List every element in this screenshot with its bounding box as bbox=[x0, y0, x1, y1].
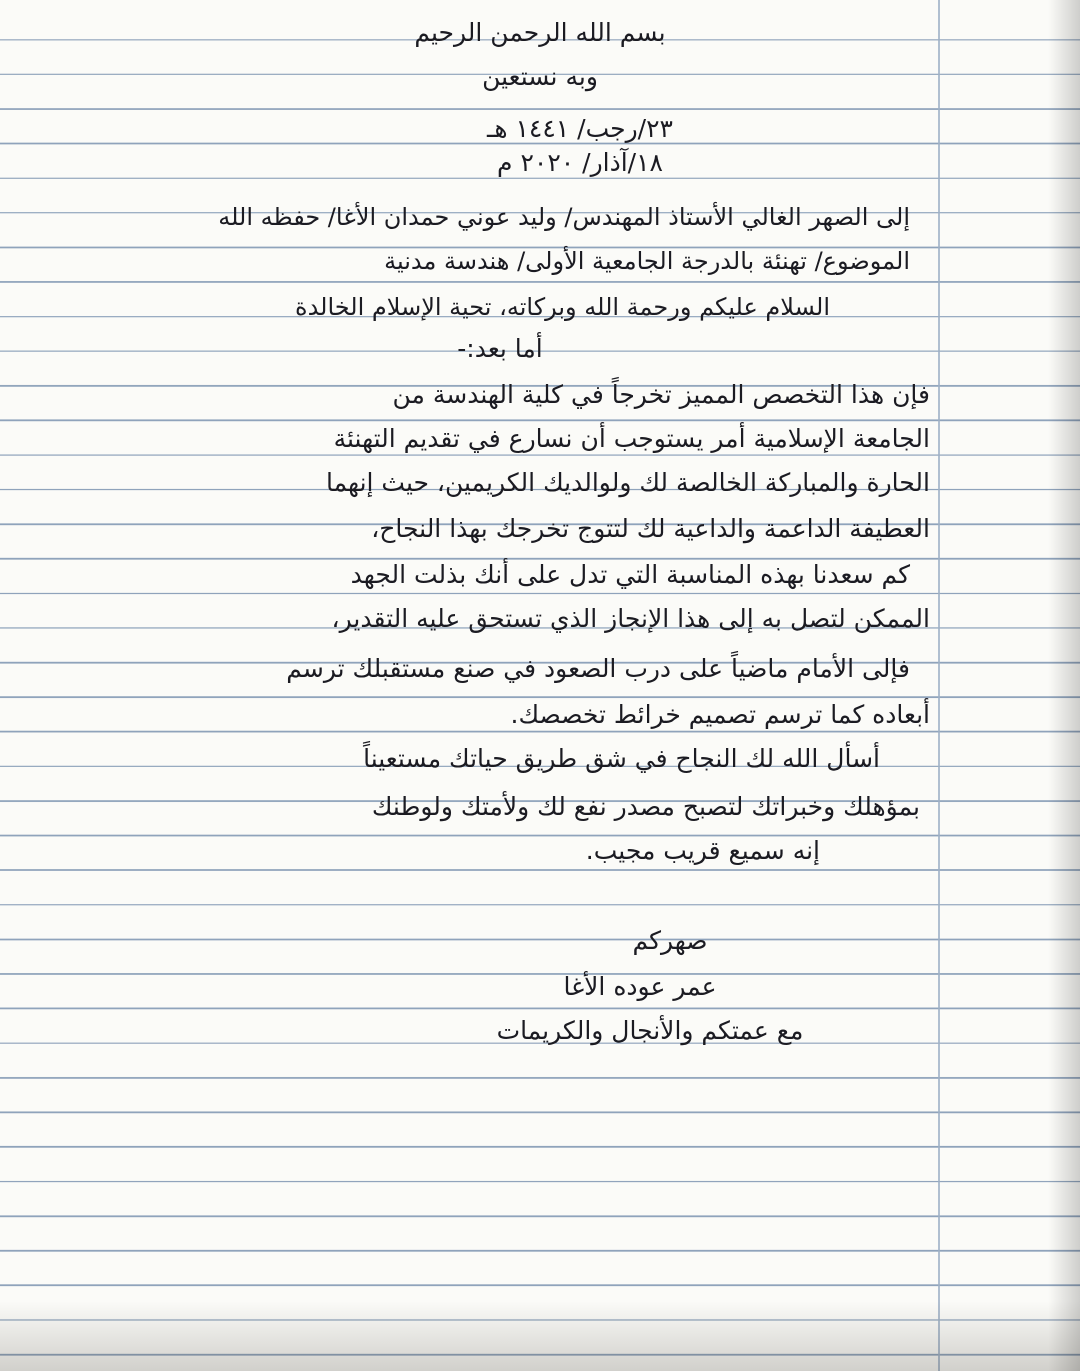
istiana-line: وبه نستعين bbox=[482, 62, 598, 91]
signer-name: عمر عوده الأغا bbox=[563, 972, 717, 1001]
body-line: فإلى الأمام ماضياً على درب الصعود في صنع مستقبلك ترسم bbox=[286, 654, 910, 683]
basmala: بسم الله الرحمن الرحيم bbox=[414, 18, 666, 47]
body-line: الممكن لتصل به إلى هذا الإنجاز الذي تستحق عليه التقدير، bbox=[331, 604, 930, 633]
margin-line bbox=[938, 0, 940, 1371]
gregorian-date: ١٨/آذار/ ٢٠٢٠ م bbox=[497, 148, 663, 177]
page-shadow-right bbox=[1048, 0, 1080, 1371]
body-line: فإن هذا التخصص المميز تخرجاً في كلية الهندسة من bbox=[392, 380, 930, 409]
body-line: أبعاده كما ترسم تصميم خرائط تخصصك. bbox=[510, 700, 930, 729]
body-line: بمؤهلك وخبراتك لتصبح مصدر نفع لك ولأمتك ولوطنك bbox=[371, 792, 920, 821]
addressee-line: إلى الصهر الغالي الأستاذ المهندس/ وليد عوني حمدان الأغا/ حفظه الله bbox=[218, 203, 910, 231]
page-shadow-bottom bbox=[0, 1301, 1080, 1371]
subject-line: الموضوع/ تهنئة بالدرجة الجامعية الأولى/ هندسة مدنية bbox=[384, 247, 910, 275]
body-line: الحارة والمباركة الخالصة لك ولوالديك الكريمين، حيث إنهما bbox=[325, 468, 930, 497]
body-line: العطيفة الداعمة والداعية لك لتتوج تخرجك بهذا النجاح، bbox=[371, 514, 930, 543]
signer-family: مع عمتكم والأنجال والكريمات bbox=[496, 1016, 804, 1045]
greeting-line: السلام عليكم ورحمة الله وبركاته، تحية الإسلام الخالدة bbox=[295, 293, 830, 321]
body-line: إنه سميع قريب مجيب. bbox=[585, 836, 820, 865]
body-line: الجامعة الإسلامية أمر يستوجب أن نسارع في تقديم التهنئة bbox=[333, 424, 930, 453]
hijri-date: ٢٣/رجب/ ١٤٤١ هـ bbox=[487, 114, 673, 143]
amma-baad: أما بعد:- bbox=[457, 334, 543, 363]
closing: صهركم bbox=[632, 926, 708, 955]
body-line: أسأل الله لك النجاح في شق طريق حياتك مستعيناً bbox=[363, 744, 880, 773]
body-line: كم سعدنا بهذه المناسبة التي تدل على أنك بذلت الجهد bbox=[350, 560, 910, 589]
